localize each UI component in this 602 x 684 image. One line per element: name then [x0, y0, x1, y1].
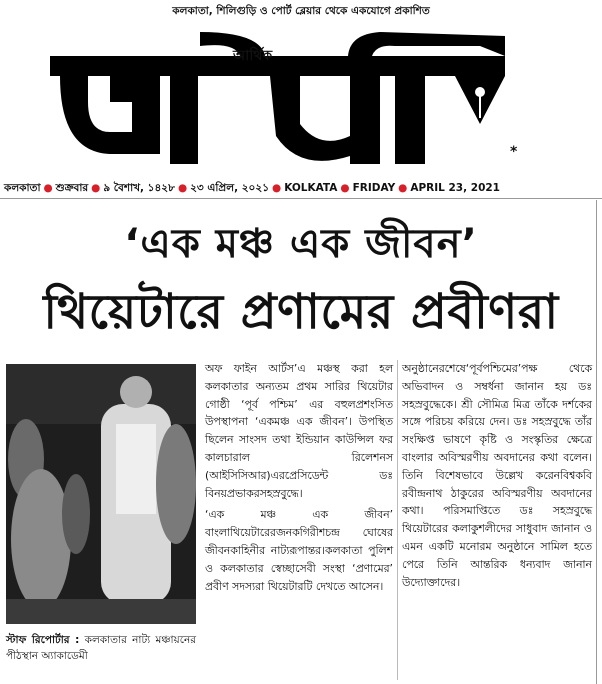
article-column-2: [205, 360, 393, 599]
article-paragraph: অনুষ্ঠানেরশেষে‘পূর্বপশ্চিমের’পক্ষ থেকে অভিবাদন ও সম্বর্ধনা জানান হয় ডঃ সহস্রবুদ্ধেকে। শ্রী সৌমিত্র মিত্র তাঁকে দর্শকের সঙ্গে পরিচয় করিয়ে দেন। ডঃ সহস্রবুদ্ধে তাঁর সংক্ষিপ্ত ভাষণে কৃষ্টি ও সংস্কৃতির ক্ষেত্রে বাংলার অবিস্মরণীয় অবদানের কথা বলেন। তিনি বিশেষভাবে উল্লেখ করেনবিশ্বকবি রবীন্দ্রনাথ ঠাকুরের অবিস্মরণীয় অবদানের কথা। পরিসমাপ্তিতে ডঃ সহস্রবুদ্ধে থিয়েটারের কলাকুশলীদের সাধুবাদ জানান ও এমন একটি মনোরম অনুষ্ঠানে সামিল হতে পেরে তিনি আন্তরিক ধন্যবাদ জানান উদ্যোক্তাদের।: [402, 362, 592, 589]
article-paragraph: অফ ফাইন আর্টস’এ মঞ্চস্থ করা হল কলকাতার অন্যতম প্রথম সারির থিয়েটার গোষ্ঠী ‘পূর্ব পশ্চিম’ এর বহুলপ্রশংসিত উপস্থাপনা ‘একমঞ্চ এক জীবন’। উপস্থিত ছিলেন সাংসদ তথা ইন্ডিয়ান কাউন্সিল ফর কালচারাল রিলেশনস (আইসিসিআর)এরপ্রেসিডেন্ট ডঃ বিনয়প্রভাকরসহস্রবুদ্ধে।: [205, 362, 393, 500]
bullet-icon: ●: [272, 182, 282, 194]
dateline-day-en: FRIDAY: [352, 182, 396, 194]
lipi-logo: [50, 32, 520, 164]
article-headline: থিয়েটারে প্রণামের প্রবীণরা: [43, 284, 559, 340]
article-paragraph: ‘এক মঞ্চ এক জীবন’ বাংলাথিয়েটারেরজনকগিরীশচন্দ্র ঘোষের জীবনকাহিনীর নাট্যরূপান্তর।কলকাতা পুলিশ ও কলকাতার স্বেচ্ছাসেবী সংস্থা ‘প্রণামের’ প্রবীণ সদস্যরা থিয়েটারটি দেখতে আসেন।: [205, 508, 393, 593]
caption-text: কলকাতার নাট্য মঞ্চায়নের পীঠস্থান অ্যাকাডেমী: [6, 634, 196, 662]
dateline-date-en: APRIL 23, 2021: [410, 182, 500, 194]
dateline-bengali-date: ৯ বৈশাখ, ১৪২৮: [103, 182, 175, 194]
divider: [397, 360, 398, 680]
bullet-icon: ●: [398, 182, 408, 194]
logo-pen-nib-hole: [475, 87, 485, 97]
article-column-3: [402, 360, 592, 595]
logo-stroke-ii-hook: [348, 32, 505, 56]
logo-stroke-i: [170, 76, 198, 164]
logo-stroke-pa: [270, 76, 380, 164]
dateline-day: শুক্রবার: [55, 182, 89, 194]
logo-headbar: [50, 56, 505, 76]
article-kicker: ‘এক মঞ্চ এক জীবন’: [124, 221, 478, 267]
logo-stroke-ii: [395, 76, 425, 164]
dateline-date: ২৩ এপ্রিল, ২০২১: [190, 182, 270, 194]
stage-photo: [6, 364, 196, 624]
bullet-icon: ●: [177, 182, 188, 194]
masthead-star: *: [510, 144, 518, 160]
masthead-arthik: আর্থিক: [233, 48, 273, 64]
byline: স্টাফ রিপোর্টার :: [6, 634, 80, 646]
dateline-city: কলকাতা: [4, 182, 41, 194]
bullet-icon: ●: [43, 182, 53, 194]
bullet-icon: ●: [91, 182, 101, 194]
masthead-tagline: কলকাতা, শিলিগুড়ি ও পোর্ট ব্লেয়ার থেকে একযোগে প্রকাশিত: [172, 5, 430, 17]
photo-caption: [6, 632, 196, 664]
dateline: [4, 181, 598, 198]
bullet-icon: ●: [340, 182, 350, 194]
divider: [0, 198, 602, 199]
dateline-city-en: KOLKATA: [284, 182, 338, 194]
